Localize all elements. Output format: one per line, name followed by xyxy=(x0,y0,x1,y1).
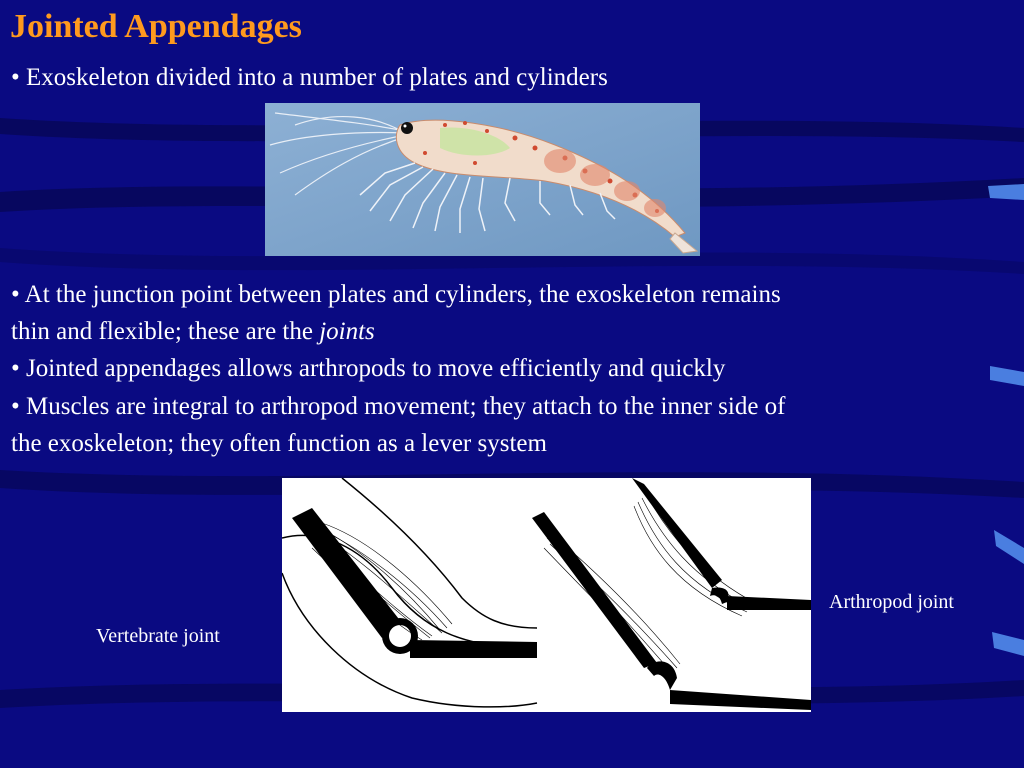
bullet-jointed-appendages xyxy=(11,350,725,387)
bullet-marker: • xyxy=(11,355,20,382)
bullet-muscles-line1 xyxy=(11,388,786,425)
bullet-text: At the junction point between plates and cylinders, the exoskeleton remains xyxy=(24,281,781,308)
bullet-marker: • xyxy=(11,64,20,91)
arthropod-joint-drawing xyxy=(532,478,811,710)
bullet-text: the exoskeleton; they often function as a lever system xyxy=(11,430,547,457)
slide-title: Jointed Appendages xyxy=(10,8,302,45)
bullet-text: Jointed appendages allows arthropods to move efficiently and quickly xyxy=(26,355,726,382)
joints-term: joints xyxy=(319,318,375,345)
bullet-junction-line2 xyxy=(11,313,375,350)
krill-image xyxy=(265,103,700,256)
caption-arthropod-joint: Arthropod joint xyxy=(829,591,954,613)
vertebrate-joint-drawing xyxy=(282,478,537,707)
bullet-text: Exoskeleton divided into a number of plates and cylinders xyxy=(26,64,608,91)
bullet-text: thin and flexible; these are the xyxy=(11,318,320,345)
bullet-marker: • xyxy=(11,281,20,308)
joint-diagram-image xyxy=(282,478,811,712)
bullet-marker: • xyxy=(11,393,20,420)
caption-vertebrate-joint: Vertebrate joint xyxy=(96,625,220,647)
bullet-muscles-line2 xyxy=(11,425,547,462)
bullet-junction-line1 xyxy=(11,276,781,313)
bullet-text: Muscles are integral to arthropod movement; they attach to the inner side of xyxy=(26,393,786,420)
bullet-exoskeleton xyxy=(11,59,608,96)
